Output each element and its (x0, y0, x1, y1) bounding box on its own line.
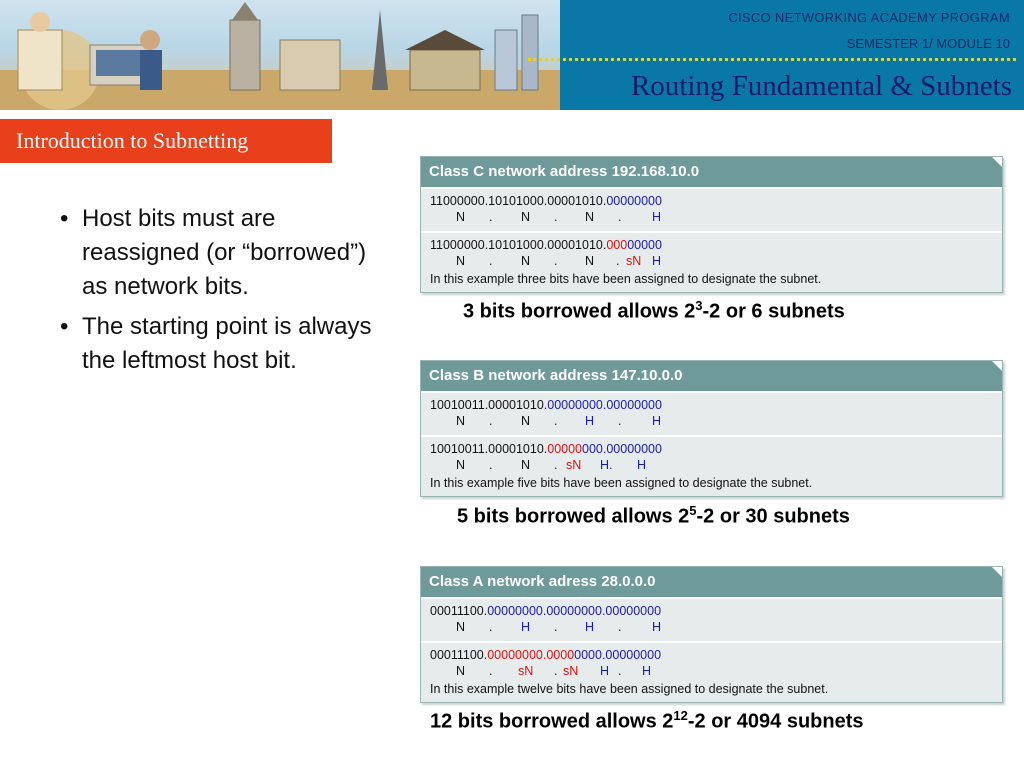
network-bits: 11000000.10101000.00001010. (430, 238, 607, 252)
network-bits: 10010011.00001010. (430, 442, 548, 456)
subnet-row (421, 641, 1002, 702)
bullet-marker: • (60, 205, 69, 232)
bit-label: . (489, 414, 493, 428)
bit-labels (430, 458, 1002, 475)
network-bits: 00011100. (430, 604, 488, 618)
subnet-caption (463, 298, 845, 324)
class-b-panel (420, 360, 1003, 497)
bit-labels (430, 620, 1002, 637)
subnet-row (421, 435, 1002, 496)
network-bits: 10010011.00001010. (430, 398, 548, 412)
bit-labels (430, 210, 1002, 227)
network-bits: 00011100. (430, 648, 488, 662)
address-row (421, 597, 1002, 641)
bullet-marker: • (60, 313, 69, 340)
caption-text: -2 or 6 subnets (702, 300, 845, 323)
bit-label: . (554, 254, 558, 268)
bit-label: . (554, 620, 558, 634)
bit-label: H (521, 620, 531, 634)
bit-label: N (585, 210, 595, 224)
bullet-item (60, 202, 390, 304)
bit-label: H (652, 210, 662, 224)
host-bits: 00000000.00000000.00000000 (487, 604, 662, 618)
bit-label: H (585, 414, 595, 428)
subnet-caption (430, 708, 864, 734)
bit-label: sN (566, 458, 582, 472)
caption-exponent: 3 (695, 298, 703, 313)
bit-label: N (521, 414, 531, 428)
bit-label: H (652, 620, 662, 634)
bullet-text: The starting point is always the leftmost host bit. (82, 313, 372, 374)
subnet-bits: 00000 (547, 442, 583, 456)
class-a-panel (420, 566, 1003, 703)
caption-text: -2 or 4094 subnets (687, 710, 864, 733)
bit-label: . (618, 664, 622, 678)
bit-label: . (489, 254, 493, 268)
class-c-panel (420, 156, 1003, 293)
bullet-list (60, 202, 390, 384)
caption-text: -2 or 30 subnets (696, 505, 850, 528)
bit-label: H (652, 254, 662, 268)
panel-note: In this example three bits have been assigned to designate the subnet. (430, 272, 822, 286)
bit-label: H (585, 620, 595, 634)
program-title: CISCO NETWORKING ACADEMY PROGRAM (728, 10, 1010, 25)
bit-label: N (456, 414, 466, 428)
bit-label: N (456, 458, 466, 472)
subnet-row (421, 231, 1002, 292)
caption-exponent: 12 (673, 708, 688, 723)
bit-label: H (652, 414, 662, 428)
address-row (421, 391, 1002, 435)
host-bits: 00000000.00000000 (547, 398, 662, 412)
bit-label: . (618, 210, 622, 224)
panel-title: Class C network address 192.168.10.0 (421, 157, 1002, 187)
subnet-caption (457, 503, 850, 529)
caption-text: 12 bits borrowed allows 2 (430, 710, 674, 733)
bit-label: N (456, 620, 466, 634)
caption-exponent: 5 (689, 503, 697, 518)
bit-label: . (616, 254, 620, 268)
bullet-text: Host bits must are reassigned (or “borrowed”) as network bits. (82, 205, 367, 300)
panel-title: Class B network address 147.10.0.0 (421, 361, 1002, 391)
bit-label: . (489, 458, 493, 472)
address-row (421, 187, 1002, 231)
bit-label: N (521, 458, 531, 472)
bit-label: . (554, 664, 558, 678)
bit-label: H (637, 458, 647, 472)
bit-label: N (456, 210, 466, 224)
bit-label: N (456, 254, 466, 268)
bit-label: . (489, 664, 493, 678)
section-label: Introduction to Subnetting (0, 119, 332, 163)
host-bits: 00000 (627, 238, 662, 252)
bit-label: N (521, 210, 531, 224)
bit-label: . (618, 414, 622, 428)
bit-label: . (489, 210, 493, 224)
dotted-divider (528, 58, 1016, 61)
subnet-bits: 000 (606, 238, 628, 252)
semester-label: SEMESTER 1/ MODULE 10 (846, 36, 1010, 51)
host-bits: 00000000 (606, 194, 662, 208)
host-bits: 0000.00000000 (574, 648, 662, 662)
bit-label: N (521, 254, 531, 268)
bit-label: . (618, 620, 622, 634)
bit-labels (430, 254, 1002, 271)
caption-text: 3 bits borrowed allows 2 (463, 300, 696, 323)
subnet-bits: 00000000.0000 (487, 648, 575, 662)
bit-label: H (642, 664, 652, 678)
panel-title: Class A network adress 28.0.0.0 (421, 567, 1002, 597)
panel-note: In this example twelve bits have been assigned to designate the subnet. (430, 682, 829, 696)
bit-label: . (489, 620, 493, 634)
banner-illustration (0, 0, 560, 110)
bit-labels (430, 414, 1002, 431)
bit-label: sN (518, 664, 534, 678)
bit-labels (430, 664, 1002, 681)
header-bar (0, 0, 1024, 110)
bit-label: sN (626, 254, 642, 268)
banner-image (0, 0, 560, 110)
bit-label: . (554, 458, 558, 472)
panel-note: In this example five bits have been assigned to designate the subnet. (430, 476, 813, 490)
bit-label: sN (563, 664, 579, 678)
bit-label: . (554, 414, 558, 428)
bit-label: H. (600, 458, 613, 472)
bit-label: N (456, 664, 466, 678)
bit-label: . (554, 210, 558, 224)
bit-label: H (600, 664, 610, 678)
caption-text: 5 bits borrowed allows 2 (457, 505, 690, 528)
bit-label: N (585, 254, 595, 268)
bullet-item (60, 310, 390, 378)
host-bits: 000.00000000 (582, 442, 662, 456)
network-bits: 11000000.10101000.00001010. (430, 194, 607, 208)
course-title: Routing Fundamental & Subnets (630, 70, 1012, 102)
